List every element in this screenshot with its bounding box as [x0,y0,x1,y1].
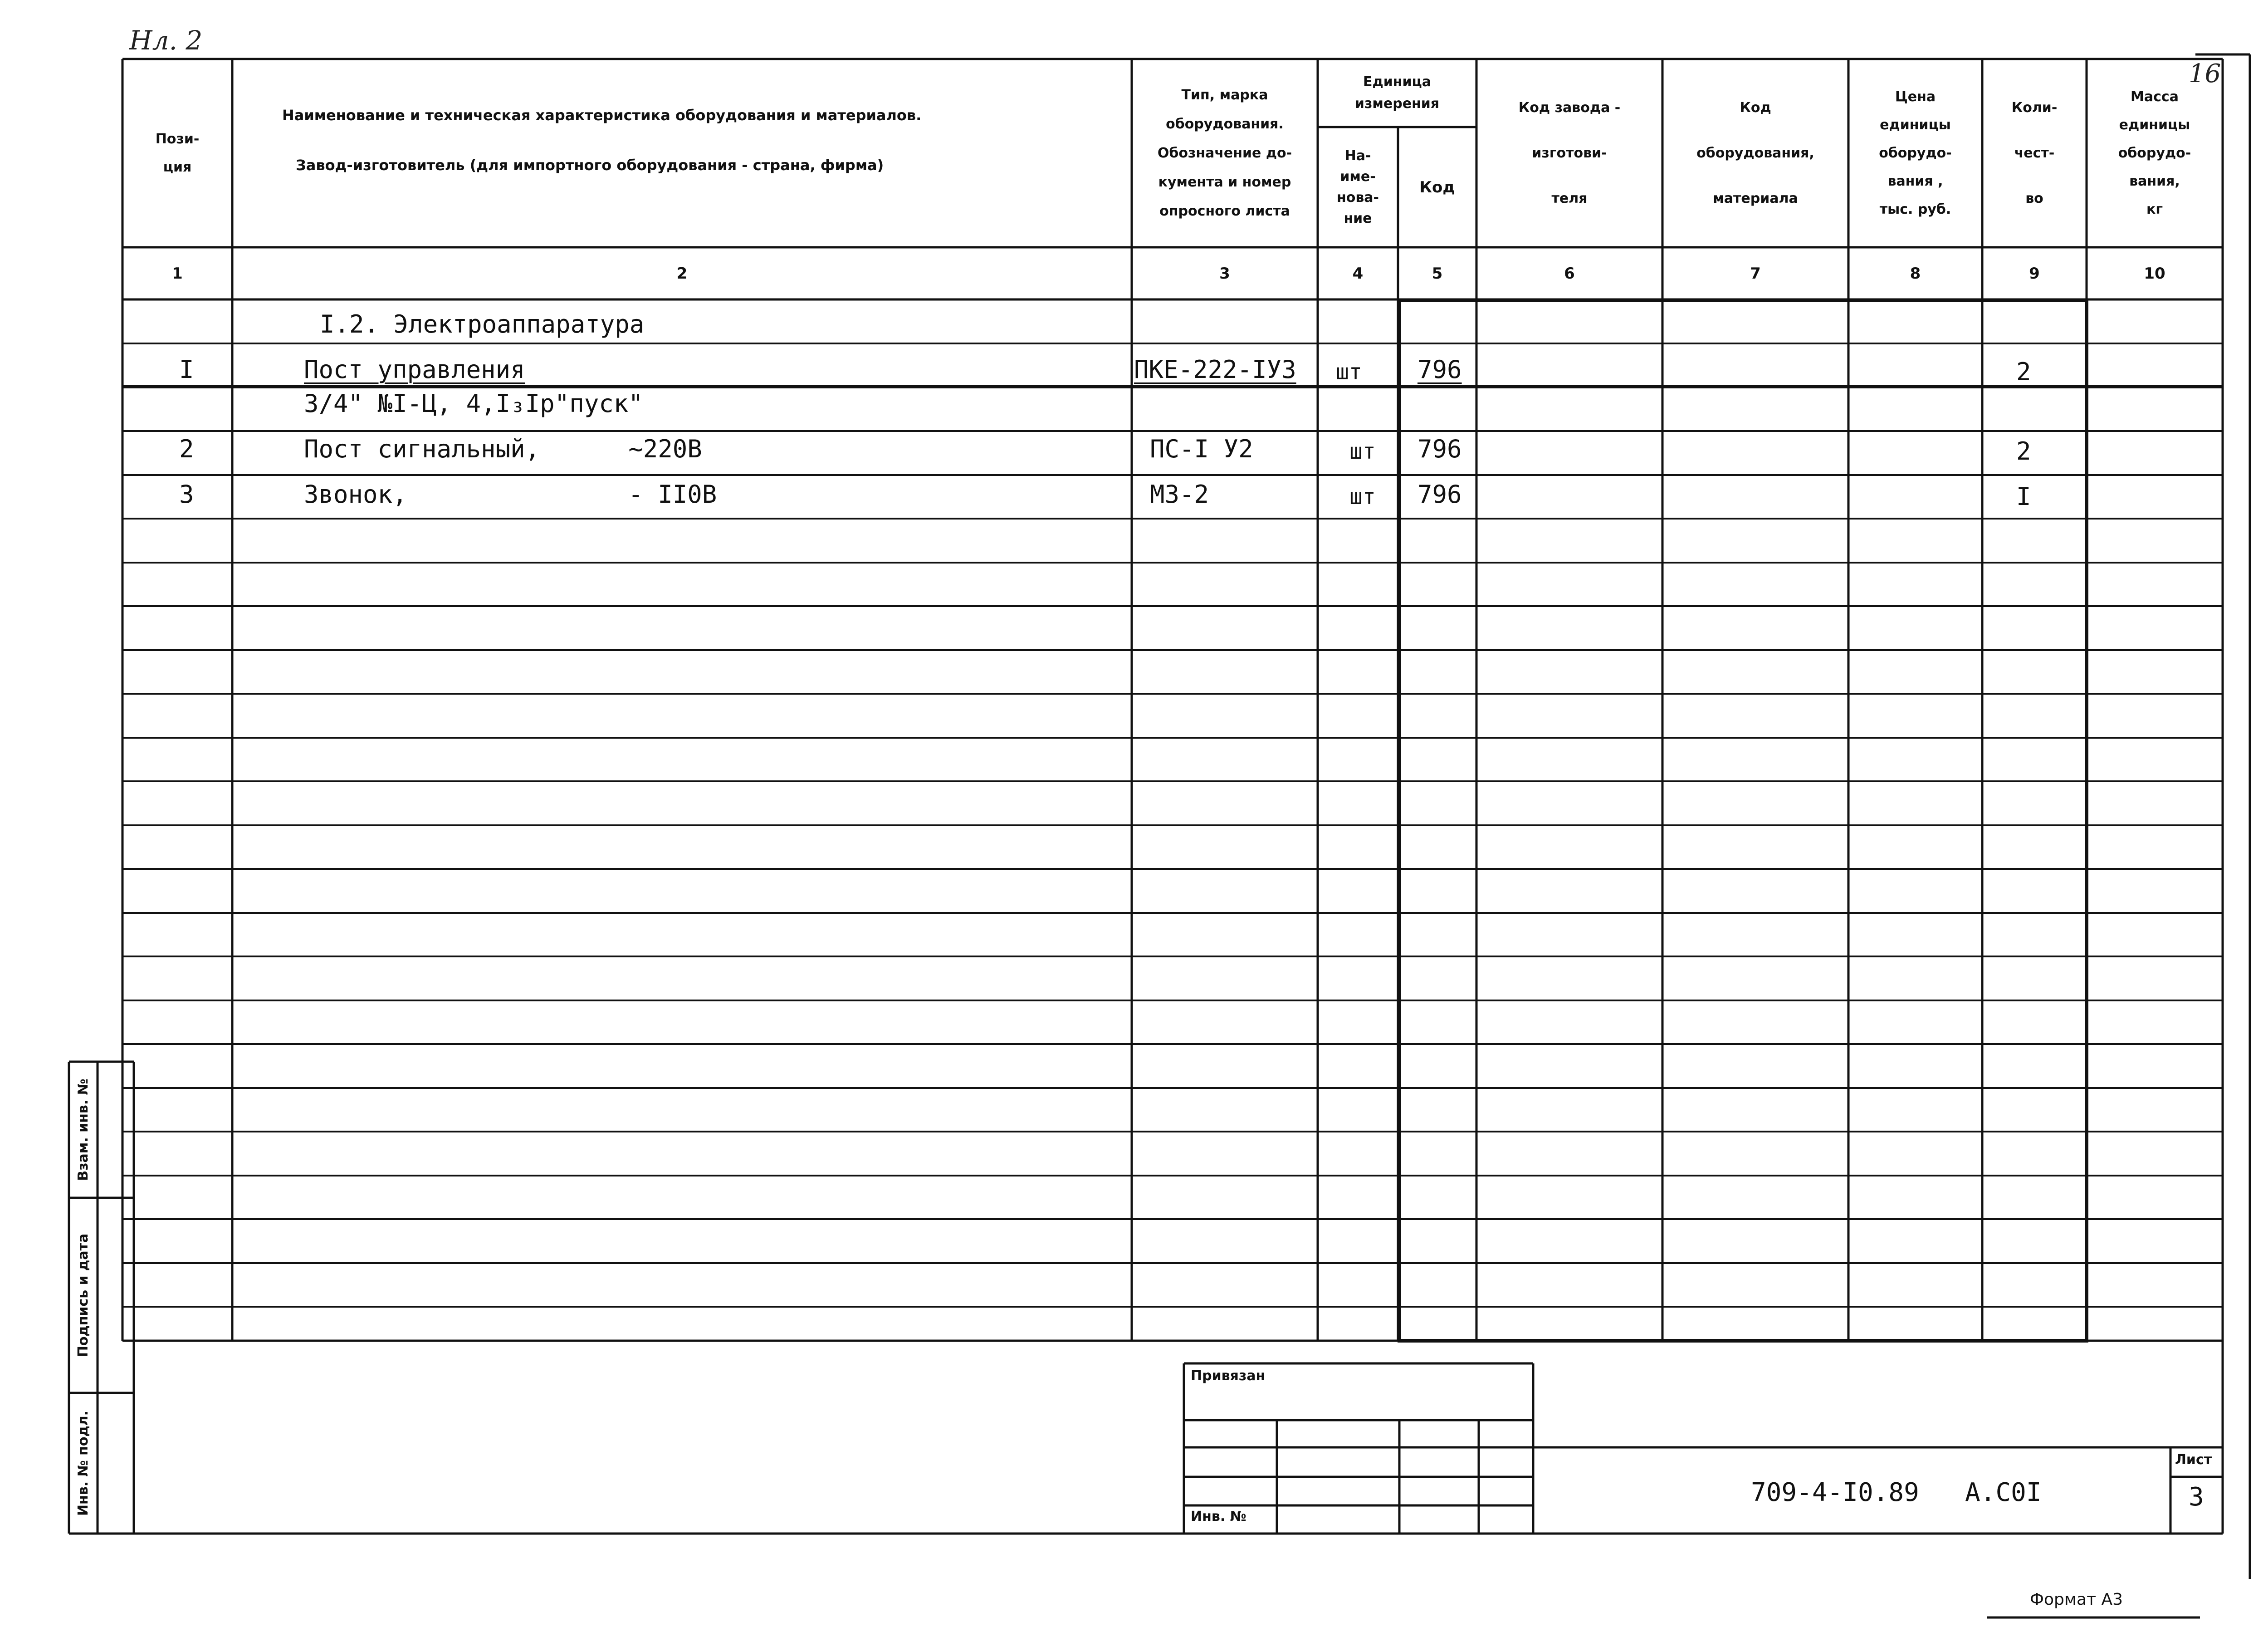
column-number-8: 8 [1910,264,1921,283]
column-number-1: 1 [172,264,183,283]
row-3-unit: шт [1349,484,1376,510]
format-label: Формат А3 [2030,1590,2123,1609]
column-number-2: 2 [676,264,688,283]
document-code: 709-4-I0.89 А.С0I [1751,1478,2042,1507]
header-equipment-code: Код оборудования, материала [1696,99,1814,206]
header-name-description [232,59,1132,247]
row-1-name: Пост управления [304,355,525,384]
row-2-quantity: 2 [2016,437,2031,466]
row-2-type: ПС-I У2 [1150,435,1253,463]
header-unit-name: На- име- нова- ние [1336,147,1379,226]
row-3-type: МЗ-2 [1150,480,1209,509]
row-3-quantity: I [2016,482,2031,511]
row-1-code: 796 [1418,355,1462,384]
sheet-label: Лист [2175,1452,2212,1468]
header-plant-code: Код завода - изготови- теля [1518,99,1621,206]
row-1-position: I [179,355,194,384]
row-2-unit: шт [1349,439,1376,464]
row-1-quantity: 2 [2016,358,2031,386]
column-number-9: 9 [2029,264,2040,283]
column-number-10: 10 [2144,264,2165,283]
column-number-5: 5 [1432,264,1443,283]
row-1-type: ПКЕ-222-IУ3 [1134,355,1296,384]
page-number-handwritten: 16 [2189,59,2221,88]
row-1-name-line2: 3/4" №I-Ц, 4,I₃Ip"пуск" [304,389,643,418]
side-stamp-inventory-original: Инв. № подл. [75,1410,91,1516]
header-unit-mass: Масса единицы оборудо- вания, кг [2118,88,2191,217]
header-unit-code: Код [1419,178,1455,196]
header-quantity: Коли- чест- во [2011,99,2058,206]
section-title: I.2. Электроаппаратура [320,310,645,338]
stamp-privyazan-label: Привязан [1191,1368,1266,1384]
row-3-name: Звонок, - II0В [304,480,717,509]
side-stamp-signature-date: Подпись и дата [75,1233,91,1358]
column-number-6: 6 [1564,264,1575,283]
header-unit-group: Единица измерения [1354,74,1440,112]
column-number-4: 4 [1352,264,1364,283]
header-name-line1: Наименование и техническая характеристика оборудования и материалов. [282,107,922,124]
sheet-handwritten-mark: Нл. 2 [129,25,203,56]
row-3-code: 796 [1418,480,1462,509]
side-stamp-replacement-inventory: Взам. инв. № [75,1078,91,1181]
header-type-mark: Тип, марка оборудования. Обозначение до- кумента и номер опросного листа [1157,87,1292,219]
sheet-number: 3 [2189,1482,2204,1512]
row-2-name: Пост сигнальный, ~220В [304,435,702,463]
row-2-position: 2 [179,435,194,463]
column-number-7: 7 [1750,264,1761,283]
row-3-position: 3 [179,480,194,509]
stamp-inventory-number-label: Инв. № [1191,1509,1246,1524]
header-position: Пози- ция [155,131,200,175]
column-number-3: 3 [1219,264,1230,283]
row-1-unit: шт [1336,359,1362,385]
header-unit-price: Цена единицы оборудо- вания , тыс. руб. [1879,88,1952,217]
row-2-code: 796 [1418,435,1462,463]
header-name-line2: Завод-изготовитель (для импортного оборудования - страна, фирма) [296,157,884,174]
